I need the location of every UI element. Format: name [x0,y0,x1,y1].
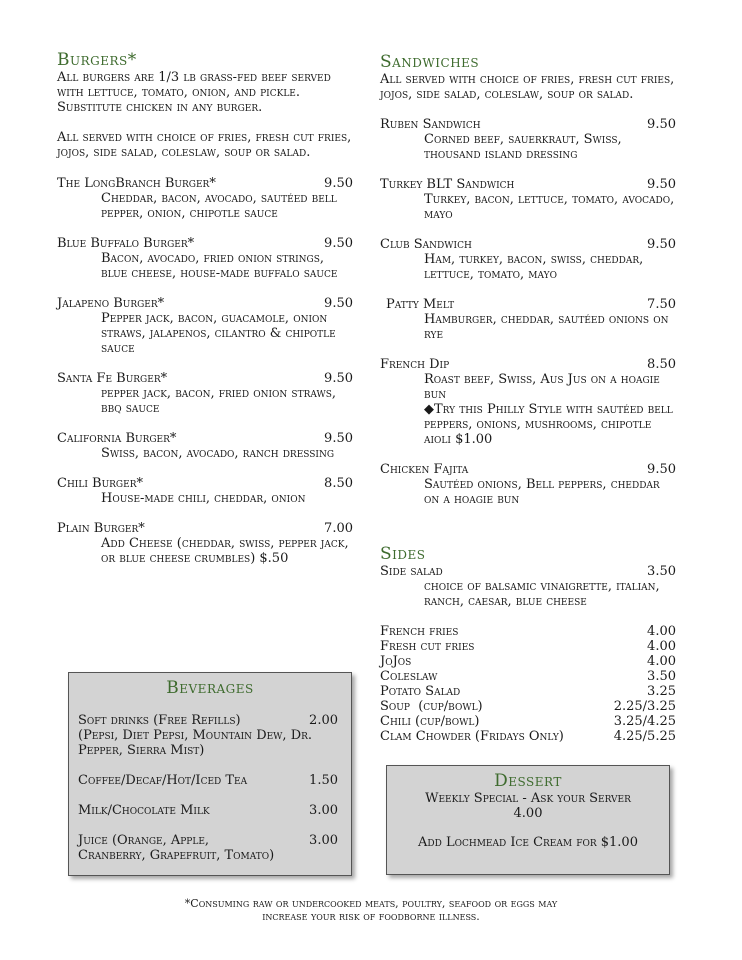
dessert-price: 4.00 [513,806,543,821]
burgers-intro: All burgers are 1/3 lb grass-fed beef served with lettuce, tomato, onion, and pickle. Substitute chicken in any burger. [57,70,331,115]
foodborne-illness-disclaimer [0,897,742,923]
disclaimer-line-1: *Consuming raw or undercooked meats, poultry, seafood or eggs may [184,897,558,910]
menu-item-chicken-fajita [380,462,676,507]
beverages-box [68,672,352,876]
list-item [380,699,676,714]
burgers-section [57,50,353,566]
list-item [380,669,676,684]
sandwiches-heading: Sandwiches [380,52,480,72]
item-name: The LongBranch Burger* [57,176,216,191]
item-name: Ruben Sandwich [380,117,481,132]
menu-item-plain-burger [57,521,353,566]
sandwiches-intro: All served with choice of fries, fresh cut fries, jojos, side salad, coleslaw, soup or salad. [380,72,675,102]
beverage-juice [78,833,338,863]
item-name: Soup (cup/bowl) [380,699,483,714]
item-name: Clam Chowder (Fridays Only) [380,729,564,744]
item-price: 8.50 [647,357,676,372]
menu-item-ruben-sandwich [380,117,676,162]
item-price: 4.25/5.25 [613,729,676,744]
item-name: Fresh cut fries [380,639,475,654]
item-name: French fries [380,624,459,639]
item-description: Cranberry, Grapefruit, Tomato) [78,848,275,863]
item-price: 2.00 [309,713,338,728]
item-description: Cheddar, bacon, avocado, sautéed bell pepper, onion, chipotle sauce [101,191,337,221]
item-price: 9.50 [324,236,353,251]
dessert-special: Weekly Special - Ask your Server [425,791,631,806]
item-description: Add Cheese (cheddar, swiss, pepper jack, or blue cheese crumbles) $.50 [101,536,349,566]
item-name: Coleslaw [380,669,438,684]
item-price: 4.00 [647,639,676,654]
item-name: Club Sandwich [380,237,472,252]
sides-section [380,544,676,744]
item-description: Sautéed onions, Bell peppers, cheddar on a hoagie bun [424,477,660,507]
item-description: Turkey, bacon, lettuce, tomato, avocado, mayo [424,192,675,222]
list-item [380,654,676,669]
beverage-milk [78,803,338,818]
item-name: Blue Buffalo Burger* [57,236,195,251]
burgers-heading: Burgers* [57,50,137,70]
menu-item-turkey-blt [380,177,676,222]
item-price: 1.50 [309,773,338,788]
item-price: 3.50 [647,669,676,684]
item-description: (Pepsi, Diet Pepsi, Mountain Dew, Dr. Pepper, Sierra Mist) [78,728,313,758]
item-description: pepper jack, bacon, fried onion straws, bbq sauce [101,386,337,416]
item-price: 3.25/4.25 [613,714,676,729]
item-price: 7.00 [324,521,353,536]
disclaimer-line-2: increase your risk of foodborne illness. [262,910,480,923]
item-price: 9.50 [647,177,676,192]
dessert-box [386,765,670,875]
beverage-coffee-tea [78,773,338,788]
sides-heading: Sides [380,544,426,564]
item-price: 9.50 [324,431,353,446]
item-name: Milk/Chocolate Milk [78,803,210,818]
item-name: California Burger* [57,431,177,446]
menu-item-california-burger [57,431,353,461]
item-name: Chili (cup/bowl) [380,714,480,729]
beverage-soft-drinks [78,713,338,758]
beverages-heading: Beverages [166,678,254,698]
item-price: 9.50 [647,237,676,252]
menu-item-french-dip [380,357,676,447]
sandwiches-section [380,52,676,507]
item-price: 3.00 [309,833,338,848]
item-name: French Dip [380,357,450,372]
item-name: Santa Fe Burger* [57,371,168,386]
item-price: 9.50 [324,296,353,311]
item-description: Roast beef, Swiss, Aus Jus on a hoagie bun [424,372,660,402]
item-name: Turkey BLT Sandwich [380,177,515,192]
item-name: Jalapeno Burger* [57,296,165,311]
item-price: 4.00 [647,624,676,639]
item-description: Hamburger, cheddar, sautéed onions on rye [424,312,669,342]
item-name: Side salad [380,564,443,579]
side-salad [380,564,676,609]
menu-item-patty-melt [380,297,676,342]
item-description: Corned beef, sauerkraut, Swiss, thousand island dressing [424,132,622,162]
list-item [380,624,676,639]
item-name: Chicken Fajita [380,462,469,477]
item-description: House-made chili, cheddar, onion [101,491,306,506]
item-description: Ham, turkey, bacon, swiss, cheddar, lettuce, tomato, mayo [424,252,644,282]
list-item [380,684,676,699]
item-price: 9.50 [324,371,353,386]
item-price: 9.50 [324,176,353,191]
burgers-sides-note: All served with choice of fries, fresh cut fries, jojos, side salad, coleslaw, soup or salad. [57,130,352,160]
dessert-heading: Dessert [494,771,562,791]
item-name: JoJos [380,654,412,669]
item-name: Patty Melt [386,297,455,312]
list-item [380,639,676,654]
list-item [380,714,676,729]
menu-item-longbranch-burger [57,176,353,221]
item-name: Chili Burger* [57,476,143,491]
sides-list [380,624,676,744]
item-description: Pepper jack, bacon, guacamole, onion straws, jalapenos, cilantro & chipotle sauce [101,311,336,356]
item-name: Potato Salad [380,684,461,699]
item-name: Plain Burger* [57,521,145,536]
item-upgrade-note: ◆Try this Philly Style with sautéed bell peppers, onions, mushrooms, chipotle aioli $1.00 [424,402,673,447]
list-item [380,729,676,744]
item-price: 9.50 [647,462,676,477]
item-description: Bacon, avocado, fried onion strings, blue cheese, house-made buffalo sauce [101,251,338,281]
item-price: 3.50 [647,564,676,579]
item-description: Swiss, bacon, avocado, ranch dressing [101,446,335,461]
menu-item-santa-fe-burger [57,371,353,416]
item-description: choice of balsamic vinaigrette, italian, ranch, caesar, blue cheese [424,579,660,609]
menu-item-blue-buffalo-burger [57,236,353,281]
item-name: Juice (Orange, Apple, [78,833,210,848]
menu-item-club-sandwich [380,237,676,282]
item-name: Soft drinks (Free Refills) [78,713,241,728]
dessert-addon: Add Lochmead Ice Cream for $1.00 [418,835,638,850]
item-price: 8.50 [324,476,353,491]
item-price: 9.50 [647,117,676,132]
item-price: 3.00 [309,803,338,818]
item-price: 7.50 [647,297,676,312]
menu-item-jalapeno-burger [57,296,353,356]
menu-item-chili-burger [57,476,353,506]
item-price: 4.00 [647,654,676,669]
item-price: 2.25/3.25 [613,699,676,714]
item-price: 3.25 [647,684,676,699]
item-name: Coffee/Decaf/Hot/Iced Tea [78,773,248,788]
